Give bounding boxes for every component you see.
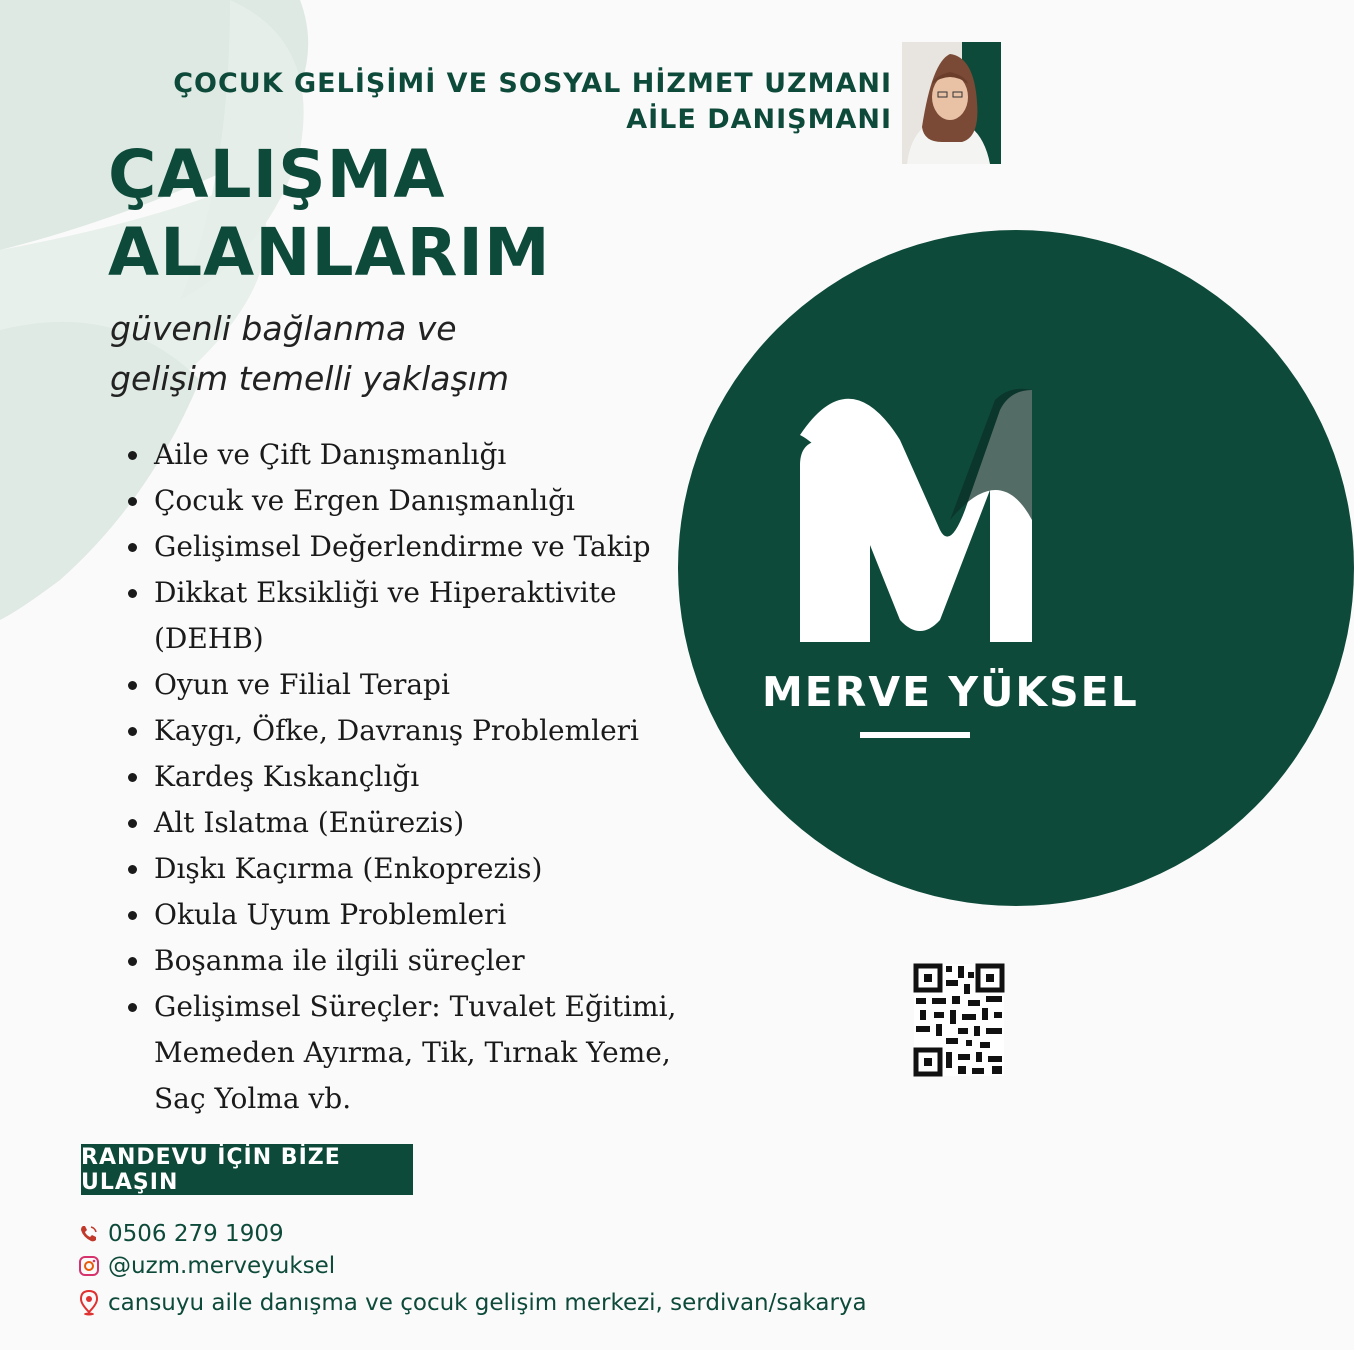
service-item: Gelişimsel Süreçler: Tuvalet Eğitimi, Memeden Ayırma, Tik, Tırnak Yeme, Saç Yolma vb. bbox=[128, 984, 688, 1122]
m-logo-icon bbox=[790, 380, 1040, 650]
brand-name: MERVE YÜKSEL bbox=[762, 668, 1139, 716]
service-item: Kardeş Kıskançlığı bbox=[128, 754, 688, 800]
title-line-1: ÇOCUK GELİŞİMİ VE SOSYAL HİZMET UZMANI bbox=[173, 68, 892, 99]
service-item: Oyun ve Filial Terapi bbox=[128, 662, 688, 708]
service-item: Gelişimsel Değerlendirme ve Takip bbox=[128, 524, 688, 570]
title-line-2: AİLE DANIŞMANI bbox=[626, 104, 892, 135]
subtitle-line-2: gelişim temelli yaklaşım bbox=[110, 359, 510, 398]
address-contact[interactable] bbox=[78, 1290, 867, 1316]
subtitle-line-1: güvenli bağlanma ve bbox=[110, 309, 457, 348]
instagram-contact[interactable] bbox=[78, 1253, 335, 1279]
heading-line-2: ALANLARIM bbox=[108, 214, 551, 291]
phone-number: 0506 279 1909 bbox=[108, 1221, 284, 1247]
location-pin-icon bbox=[78, 1291, 100, 1315]
service-item: Dikkat Eksikliği ve Hiperaktivite (DEHB) bbox=[128, 570, 688, 662]
service-item: Kaygı, Öfke, Davranış Problemleri bbox=[128, 708, 688, 754]
service-item: Alt Islatma (Enürezis) bbox=[128, 800, 688, 846]
instagram-icon bbox=[78, 1254, 100, 1278]
qr-code[interactable] bbox=[914, 964, 1004, 1076]
service-item: Boşanma ile ilgili süreçler bbox=[128, 938, 688, 984]
professional-title bbox=[173, 66, 892, 138]
phone-icon bbox=[78, 1222, 100, 1246]
main-heading bbox=[108, 136, 551, 292]
appointment-button[interactable]: RANDEVU İÇİN BİZE ULAŞIN bbox=[81, 1144, 413, 1195]
phone-contact[interactable] bbox=[78, 1221, 284, 1247]
heading-line-1: ÇALIŞMA bbox=[108, 136, 446, 213]
approach-subtitle bbox=[110, 304, 509, 404]
services-list bbox=[128, 432, 688, 1122]
portrait-photo bbox=[902, 42, 1001, 164]
service-item: Okula Uyum Problemleri bbox=[128, 892, 688, 938]
brand-underline bbox=[860, 732, 970, 738]
service-item: Çocuk ve Ergen Danışmanlığı bbox=[128, 478, 688, 524]
service-item: Dışkı Kaçırma (Enkoprezis) bbox=[128, 846, 688, 892]
instagram-handle: @uzm.merveyuksel bbox=[108, 1253, 336, 1279]
address-text: cansuyu aile danışma ve çocuk gelişim merkezi, serdivan/sakarya bbox=[108, 1290, 867, 1316]
service-item: Aile ve Çift Danışmanlığı bbox=[128, 432, 688, 478]
